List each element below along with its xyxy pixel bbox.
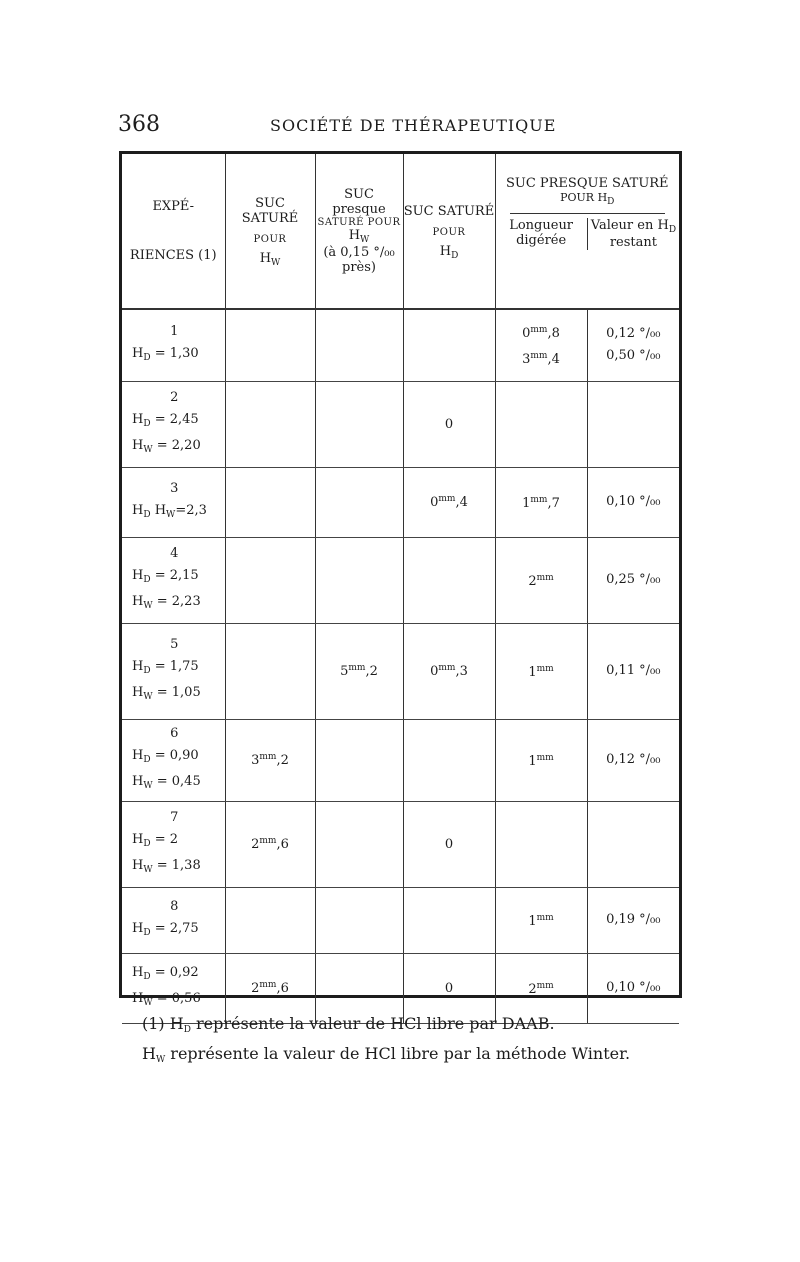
running-title: SOCIÉTÉ DE THÉRAPEUTIQUE bbox=[270, 116, 557, 135]
experience-cell bbox=[122, 719, 225, 801]
header-col2-l1: SUC bbox=[344, 187, 374, 202]
value-cell-c3 bbox=[403, 537, 495, 623]
value-cell-c5: 0,10 °/₀₀ bbox=[587, 467, 679, 537]
value-cell-c1: $2^{mm},6$ bbox=[225, 953, 315, 1023]
page-number: 368 bbox=[118, 112, 160, 137]
experience-value: $H_W = 2,23$ bbox=[132, 594, 201, 611]
header-col1-var-sub: W bbox=[271, 258, 281, 268]
footnote-line1: (1) $H_D$ représente la valeur de HCl libre par DAAB. bbox=[142, 1014, 555, 1035]
header-col2-l6: près) bbox=[342, 260, 376, 275]
header-col45-pour: POUR H bbox=[560, 191, 608, 204]
value-cell-c1: $3^{mm},2$ bbox=[225, 719, 315, 801]
header-col2 bbox=[315, 154, 403, 309]
header-col2-var-sub: W bbox=[360, 235, 370, 245]
header-col4-l1: Longueur bbox=[509, 218, 574, 233]
value-cell-c3 bbox=[403, 887, 495, 953]
table-header-row bbox=[122, 154, 679, 309]
value-cell-c4: $1^{mm}$ bbox=[495, 623, 587, 719]
value-cell-c2 bbox=[315, 801, 403, 887]
experience-number: 2 bbox=[170, 390, 179, 405]
header-col4-l2: digérée bbox=[516, 233, 567, 248]
value-cell-c1 bbox=[225, 309, 315, 381]
header-col2-l3: SATURÉ POUR bbox=[317, 217, 401, 228]
table-row bbox=[122, 887, 679, 953]
experience-cell bbox=[122, 309, 225, 381]
value-cell-c5 bbox=[587, 801, 679, 887]
value-cell-c5: 0,25 °/₀₀ bbox=[587, 537, 679, 623]
table-body bbox=[122, 309, 679, 1023]
value-cell-c4: $1^{mm}$ bbox=[495, 719, 587, 801]
experience-value: $H_D = 0,90$ bbox=[132, 748, 199, 765]
value-cell-c5: 0,10 °/₀₀ bbox=[587, 953, 679, 1023]
experience-value: $H_W = 1,05$ bbox=[132, 685, 201, 702]
value-cell-c2 bbox=[315, 537, 403, 623]
header-col5 bbox=[587, 218, 679, 250]
value-cell-c3: 0 bbox=[403, 953, 495, 1023]
table-row bbox=[122, 719, 679, 801]
experience-value: $H_W = 1,38$ bbox=[132, 858, 201, 875]
value-cell-c3: $0^{mm},3$ bbox=[403, 623, 495, 719]
header-col2-l2: presque bbox=[332, 202, 386, 217]
experience-number: 3 bbox=[170, 481, 179, 496]
experience-cell bbox=[122, 623, 225, 719]
experience-value: $H_D = 1,30$ bbox=[132, 346, 199, 364]
header-col3-pour: POUR bbox=[432, 226, 466, 238]
data-table bbox=[119, 151, 682, 1008]
experience-number: 1 bbox=[170, 324, 179, 340]
value-cell-c2 bbox=[315, 887, 403, 953]
table-row bbox=[122, 381, 679, 467]
experience-value: $H_D$ $H_W=2,3$ bbox=[132, 503, 207, 520]
header-col5-l1: Valeur en H bbox=[590, 218, 669, 233]
header-col3 bbox=[403, 154, 495, 309]
value-cell-c3: 0 bbox=[403, 801, 495, 887]
table-row bbox=[122, 623, 679, 719]
header-col5-l1-sub: D bbox=[668, 225, 677, 235]
header-col5-l2: restant bbox=[609, 235, 657, 250]
header-experiences bbox=[122, 154, 225, 309]
header-col2-l5: (à 0,15 °/₀₀ bbox=[323, 245, 395, 260]
value-cell-c1: $2^{mm},6$ bbox=[225, 801, 315, 887]
experience-cell bbox=[122, 801, 225, 887]
value-cell-c4: $1^{mm},7$ bbox=[495, 467, 587, 537]
experience-cell bbox=[122, 887, 225, 953]
experience-value: $H_D = 2$ bbox=[132, 832, 178, 849]
table-row bbox=[122, 467, 679, 537]
value-cell-c3 bbox=[403, 719, 495, 801]
experience-cell bbox=[122, 467, 225, 537]
header-exp-line2: RIENCES (1) bbox=[129, 248, 217, 263]
value-cell-c2 bbox=[315, 381, 403, 467]
value-cell-c4: $2^{mm}$ bbox=[495, 953, 587, 1023]
experience-value: $H_D = 2,15$ bbox=[132, 568, 199, 585]
header-col3-var-sub: D bbox=[451, 250, 459, 261]
value-cell-c3: 0 bbox=[403, 381, 495, 467]
experience-number: 7 bbox=[170, 810, 179, 825]
value-cell-c5 bbox=[587, 381, 679, 467]
value-cell-c5: 0,12 °/₀₀ bbox=[587, 719, 679, 801]
value-cell-c1 bbox=[225, 537, 315, 623]
experience-cell bbox=[122, 381, 225, 467]
value-cell-c2 bbox=[315, 309, 403, 381]
header-brace-line bbox=[510, 213, 666, 214]
experience-value: $H_W = 0,56$ bbox=[132, 991, 201, 1008]
value-cell-c5: 0,19 °/₀₀ bbox=[587, 887, 679, 953]
header-col1-pour: POUR bbox=[253, 234, 287, 245]
experience-number: 5 bbox=[170, 637, 179, 652]
experience-number: 6 bbox=[170, 726, 179, 741]
value-cell-c1 bbox=[225, 623, 315, 719]
header-col1-title: SUC SATURÉ bbox=[241, 196, 299, 226]
header-col2-var: H bbox=[348, 228, 361, 243]
value-cell-c2 bbox=[315, 719, 403, 801]
header-col1 bbox=[225, 154, 315, 309]
header-col45-title: SUC PRESQUE SATURÉ bbox=[505, 176, 669, 191]
experience-number: 4 bbox=[170, 546, 179, 561]
footnote bbox=[142, 1012, 702, 1072]
header-col45-pour-sub: D bbox=[607, 197, 615, 207]
value-cell-c4 bbox=[495, 381, 587, 467]
header-col1-var: H bbox=[259, 251, 272, 266]
header-col3-title: SUC SATURÉ bbox=[403, 203, 495, 219]
value-cell-c4: $1^{mm}$ bbox=[495, 887, 587, 953]
value-cell-c1 bbox=[225, 887, 315, 953]
table-row bbox=[122, 537, 679, 623]
value-cell-c5: 0,11 °/₀₀ bbox=[587, 623, 679, 719]
value-cell-c1 bbox=[225, 381, 315, 467]
value-cell-c2: $5^{mm},2$ bbox=[315, 623, 403, 719]
header-col4 bbox=[496, 218, 587, 250]
value-cell-c1 bbox=[225, 467, 315, 537]
experience-value: $H_W = 0,45$ bbox=[132, 774, 201, 791]
value-cell-c3 bbox=[403, 309, 495, 381]
value-cell-c4: $2^{mm}$ bbox=[495, 537, 587, 623]
value-cell-c2 bbox=[315, 467, 403, 537]
experience-number: 8 bbox=[170, 899, 179, 914]
table-row bbox=[122, 309, 679, 381]
header-exp-line1: EXPÉ- bbox=[152, 199, 195, 214]
value-cell-c4 bbox=[495, 801, 587, 887]
header-col3-var: H bbox=[439, 243, 452, 259]
value-cell-c4: $0^{mm},8$ $3^{mm},4$ bbox=[495, 309, 587, 381]
table-row bbox=[122, 801, 679, 887]
experience-value: $H_D = 0,92$ bbox=[132, 965, 199, 982]
experience-value: $H_D = 2,75$ bbox=[132, 921, 199, 938]
value-cell-c5: 0,12 °/₀₀ 0,50 °/₀₀ bbox=[587, 309, 679, 381]
footnote-line2: $H_W$ représente la valeur de HCl libre par la méthode Winter. bbox=[142, 1044, 631, 1065]
experience-value: $H_W = 2,20$ bbox=[132, 438, 201, 455]
experience-value: $H_D = 1,75$ bbox=[132, 659, 199, 676]
value-cell-c3: $0^{mm},4$ bbox=[403, 467, 495, 537]
header-col45 bbox=[495, 154, 679, 309]
experience-value: $H_D = 2,45$ bbox=[132, 412, 199, 429]
running-header bbox=[0, 112, 800, 142]
experience-cell bbox=[122, 537, 225, 623]
